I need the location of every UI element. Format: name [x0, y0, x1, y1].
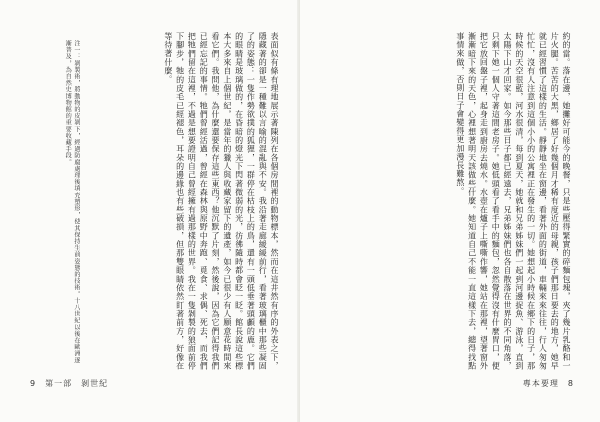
body-text: 約的當。落在邊，她攤好可能今的晚餐，只是些壓得緊實的碎麵包塊，夾了幾片乳酪和一片火腿。苦苦的大黑，鄉居了好幾個月才稀有度近的母親，孩子們那日要去的地方，她早就已經習慣了這樣的生活。靜靜地坐在窗邊，看著外面的街道，車輛來來往往，行人匆匆忙忙，沒有人注意到這個小小的公寓裡正在發生的一切。她想起小時候在鄉下的日子，那時候的天空很藍，河水很清，每到夏天，她就和兄弟姊妹們一起到河邊捉魚、游泳，直到太陽下山才回家。如今那些日子都已經遠去，兄弟姊妹們也各自散落在世界的不同角落，只剩下她一個人守著這間老房子。她低頭看了看手中的麵包，忽然覺得沒有什麼胃口，便把它放回盤子裡，起身走到廚房去燒水。水壺在爐子上嘶嘶作響，她站在那裡，望著窗外漸漸暗下來的天色，心裡想著明天該做些什麼。她知道自己不能一直這樣下去，總得找點事情來做，否則日子會變得更加漫長難熬。	[455, 32, 571, 370]
footnote: 注一：剝製術，將動物的皮剝下，經過防腐處理後填充塑形，使其保持生前姿態的技術。十八世紀以後在歐洲逐漸普及，為自然史博物館的重要收藏手段。	[64, 40, 80, 364]
page-number-right: 專本要理 8	[522, 379, 574, 388]
body-text: 表面似有條有理地展示著陳列在各個房間裡的動物標本，然而在這井然有序的外表之下，隱藏著的卻是一種難以言喻的混亂與不安。我沿著走廊緩緩前行，看著玻璃櫃中那些凝固了的姿態：一隻作勢欲撲的狐狸，一群停在枯枝上的鳥，還有一頭低垂著頭顱的鹿。它們的眼睛是玻璃做的，在昏暗的燈光下閃著微弱的光，彷彿隨時都會眨一眨。館長說這些標本大多來自上個世紀，是當年的獵人與收藏家留下的遺產，如今已很少有人願意花時間來看它們。我問他，為什麼還要保存這些東西？他沉默了片刻，然後說，因為它們記得我們已經忘記的事情。牠們曾經活過，曾經在森林與原野中奔跑、覓食、求偶、死去，而我們把牠們留在這裡，不過是想要證明自己曾經擁有過那樣的世界。我在一隻剝製的狼面前停下腳步，牠的皮毛已經褪色，耳朵的邊緣也有些破損，但那雙眼睛依然盯著前方，好像在等待著什麼。	[163, 32, 279, 370]
page-number-left: 9 第一部 剝世紀	[30, 379, 109, 388]
